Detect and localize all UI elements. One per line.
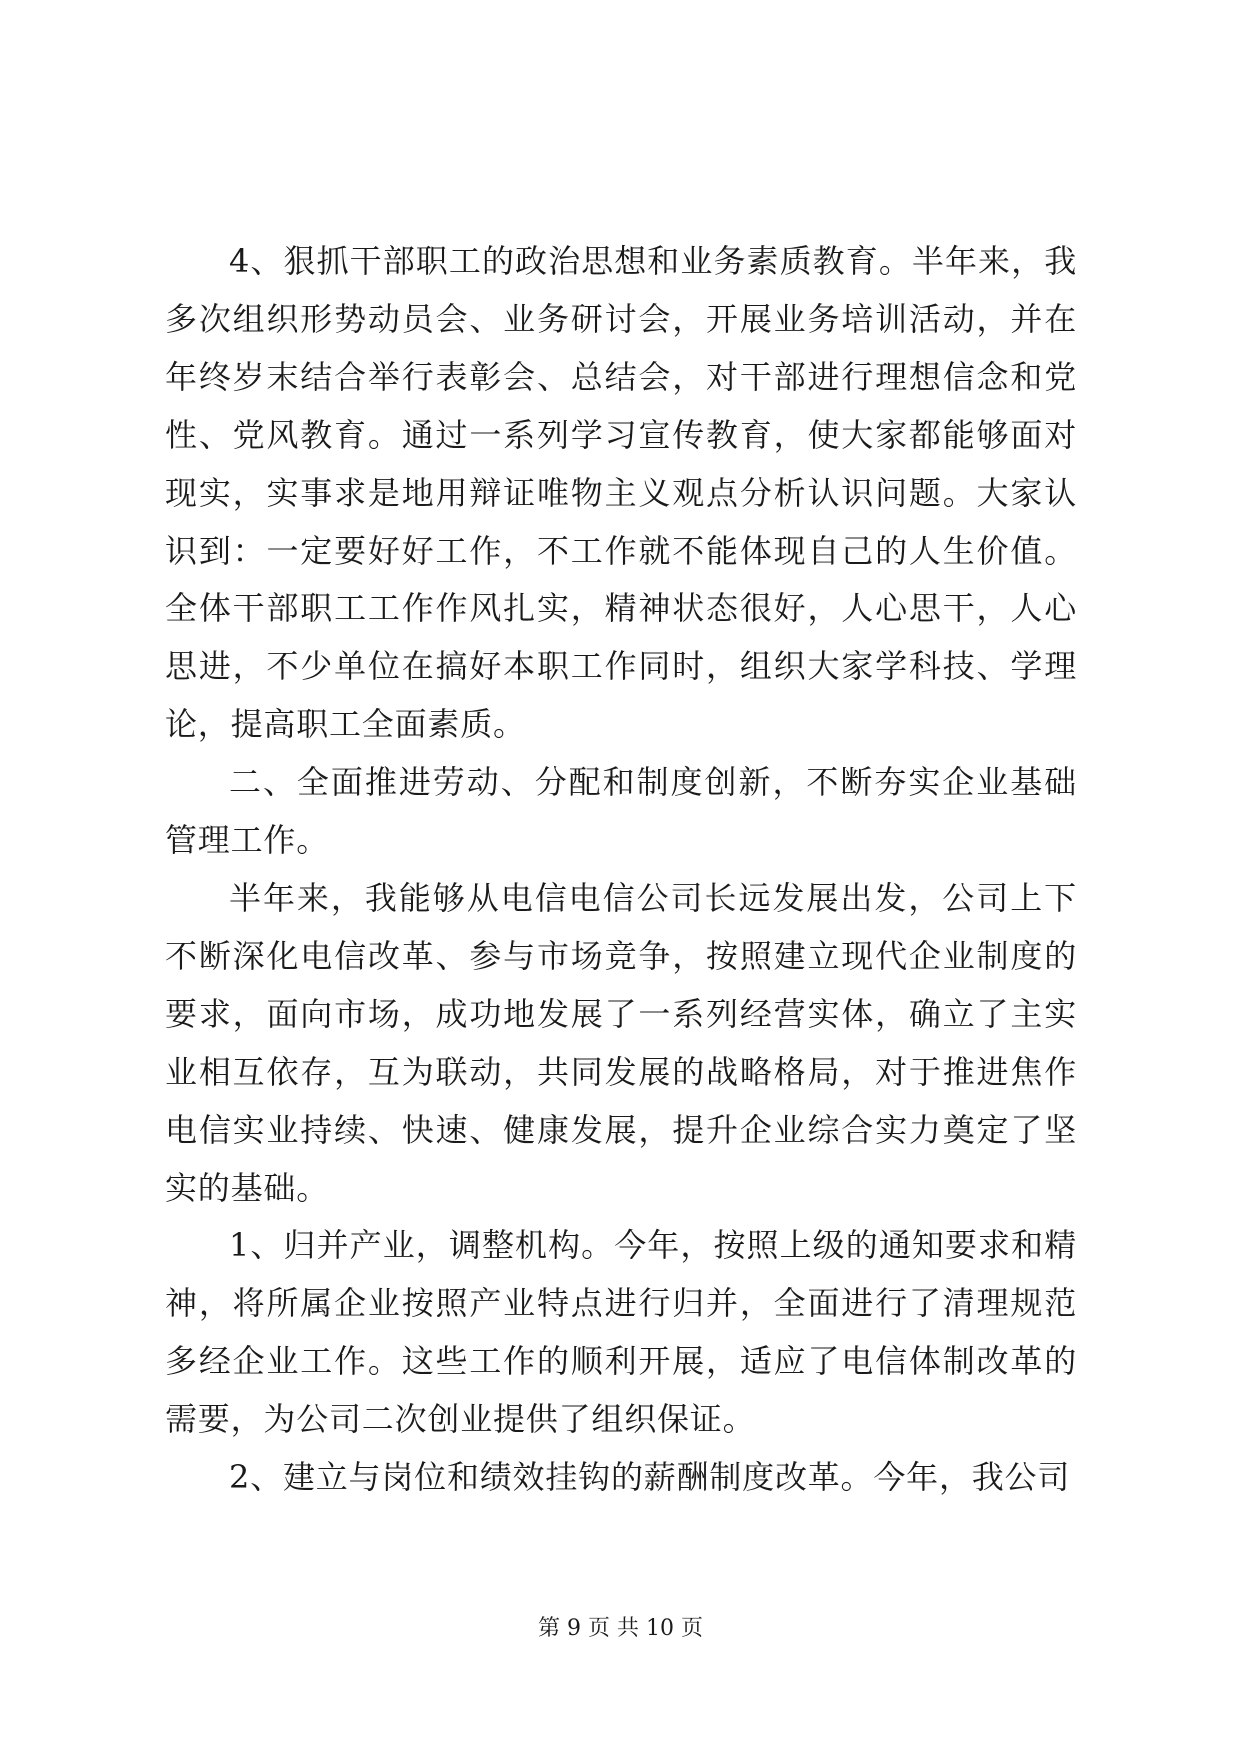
paragraph-merge-industries: 1、归并产业，调整机构。今年，按照上级的通知要求和精神，将所属企业按照产业特点进行归并，全面进行了清理规范多经企业工作。这些工作的顺利开展，适应了电信体制改革的需要，为公司二次创业提供了组织保证。 xyxy=(165,1226,1077,1439)
paragraph-political-education: 4、狠抓干部职工的政治思想和业务素质教育。半年来，我多次组织形势动员会、业务研讨会，开展业务培训活动，并在年终岁末结合举行表彰会、总结会，对干部进行理想信念和党性、党风教育。通过一系列学习宣传教育，使大家都能够面对现实，实事求是地用辩证唯物主义观点分析认识问题。大家认识到：一定要好好工作，不工作就不能体现自己的人生价值。全体干部职工工作作风扎实，精神状态很好，人心思干，人心思进，不少单位在搞好本职工作同时，组织大家学科技、学理论，提高职工全面素质。 xyxy=(165,242,1077,744)
page-number-footer: 第 9 页 共 10 页 xyxy=(538,1616,703,1641)
paragraph-half-year-development: 半年来，我能够从电信电信公司长远发展出发，公司上下不断深化电信改革、参与市场竞争，按照建立现代企业制度的要求，面向市场，成功地发展了一系列经营实体，确立了主实业相互依存，互为联动，共同发展的战略格局，对于推进焦作电信实业持续、快速、健康发展，提升企业综合实力奠定了坚实的基础。 xyxy=(165,878,1077,1207)
paragraph-salary-reform: 2、建立与岗位和绩效挂钩的薪酬制度改革。今年，我公司 xyxy=(229,1458,1071,1497)
document-body xyxy=(165,233,1077,1507)
paragraph-section-two-heading: 二、全面推进劳动、分配和制度创新，不断夯实企业基础管理工作。 xyxy=(165,763,1077,860)
